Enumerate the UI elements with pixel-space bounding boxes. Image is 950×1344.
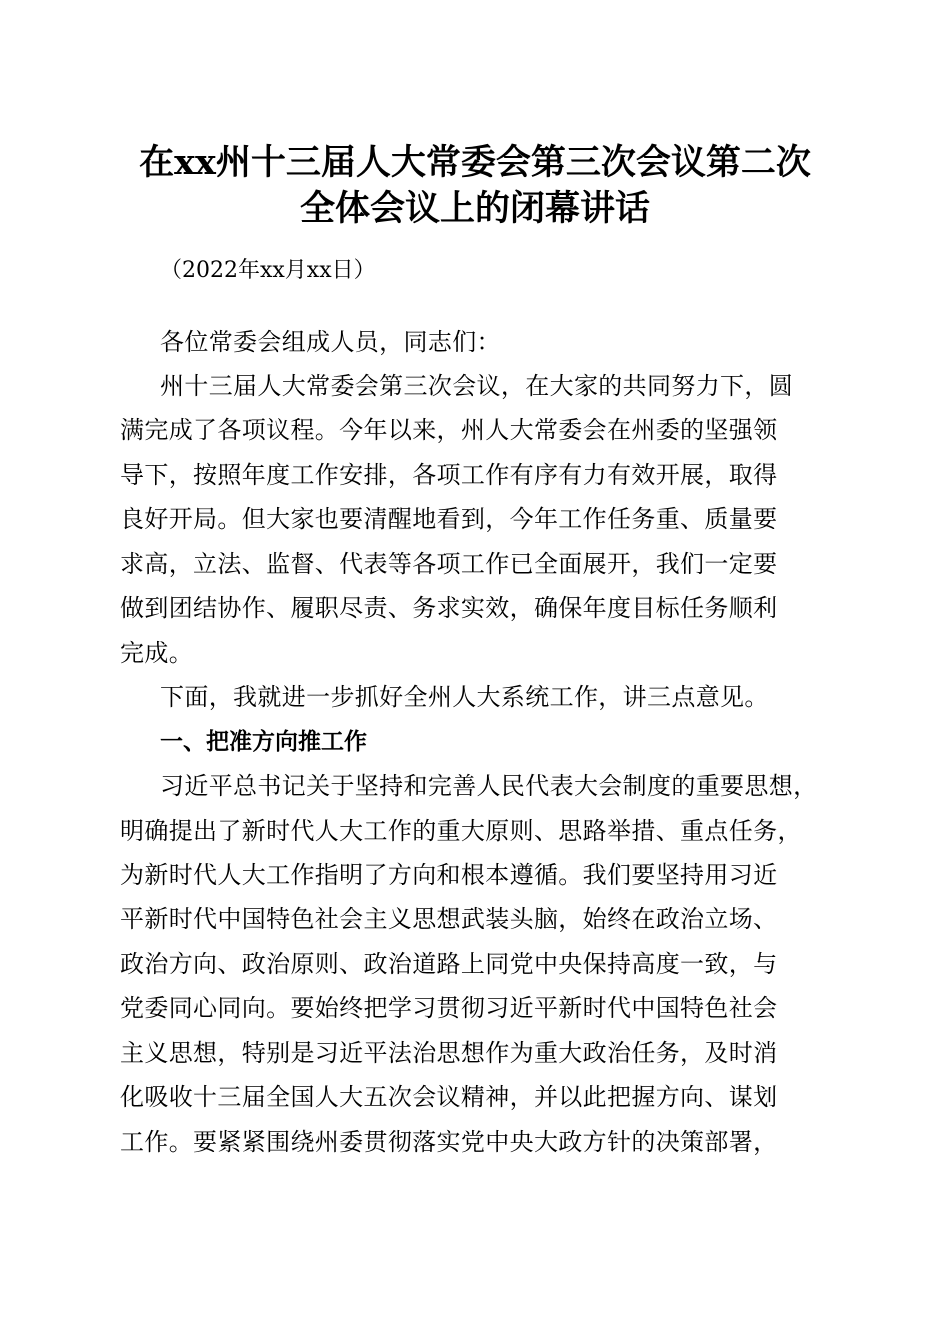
paragraph-3-line: 政治方向、政治原则、政治道路上同党中央保持高度一致，与 (120, 950, 778, 978)
paragraph-1-line: 满完成了各项议程。今年以来，州人大常委会在州委的坚强领 (120, 416, 778, 444)
speech-date: （2022年xx月xx日） (160, 258, 376, 283)
paragraph-3-line: 平新时代中国特色社会主义思想武装头脑，始终在政治立场、 (120, 905, 778, 933)
paragraph-1-line: 导下，按照年度工作安排，各项工作有序有力有效开展，取得 (120, 461, 778, 489)
paragraph-2: 下面，我就进一步抓好全州人大系统工作，讲三点意见。 (160, 683, 769, 711)
paragraph-3-line: 工作。要紧紧围绕州委贯彻落实党中央大政方针的决策部署， (120, 1128, 778, 1156)
section-1-heading: 一、把准方向推工作 (160, 729, 367, 755)
paragraph-1-line: 良好开局。但大家也要清醒地看到，今年工作任务重、质量要 (120, 505, 778, 533)
document-title-line-1: 在xx州十三届人大常委会第三次会议第二次 (139, 142, 811, 183)
salutation: 各位常委会组成人员，同志们： (160, 328, 501, 356)
paragraph-3-line: 习近平总书记关于坚持和完善人民代表大会制度的重要思想， (160, 772, 818, 800)
paragraph-3-line: 党委同心同向。要始终把学习贯彻习近平新时代中国特色社会 (120, 994, 778, 1022)
paragraph-1-line: 完成。 (120, 639, 194, 667)
paragraph-1-line: 做到团结协作、履职尽责、务求实效，确保年度目标任务顺利 (120, 594, 778, 622)
document-title-line-2: 全体会议上的闭幕讲话 (299, 188, 650, 229)
paragraph-1-line: 州十三届人大常委会第三次会议，在大家的共同努力下，圆 (160, 372, 794, 400)
paragraph-1-line: 求高，立法、监督、代表等各项工作已全面展开，我们一定要 (120, 550, 778, 578)
paragraph-3-line: 主义思想，特别是习近平法治思想作为重大政治任务，及时消 (120, 1039, 778, 1067)
paragraph-3-line: 明确提出了新时代人大工作的重大原则、思路举措、重点任务， (120, 817, 802, 845)
paragraph-3-line: 为新时代人大工作指明了方向和根本遵循。我们要坚持用习近 (120, 861, 778, 889)
paragraph-3-line: 化吸收十三届全国人大五次会议精神，并以此把握方向、谋划 (120, 1083, 778, 1111)
